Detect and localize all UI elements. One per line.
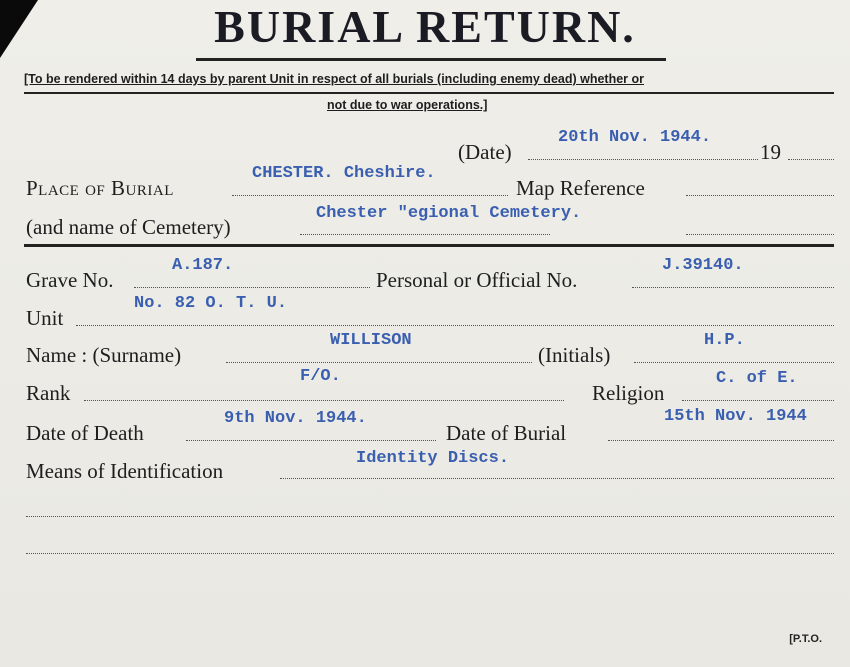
rank-value: F/O. bbox=[300, 367, 341, 386]
instruction-note-line1: [To be rendered within 14 days by parent Unit in respect of all burials (including enemy dead) whether or bbox=[24, 72, 645, 86]
date-of-burial-label: Date of Burial bbox=[446, 421, 567, 445]
title-underline bbox=[196, 58, 666, 61]
blank-line-2 bbox=[26, 553, 834, 554]
religion-value: C. of E. bbox=[716, 369, 798, 388]
date-dots bbox=[528, 159, 758, 160]
unit-dots bbox=[76, 325, 834, 326]
grave-no-value: A.187. bbox=[172, 256, 234, 275]
date-of-burial-value: 15th Nov. 1944 bbox=[664, 407, 807, 426]
surname-value: WILLISON bbox=[330, 331, 412, 350]
date-label: (Date) bbox=[458, 140, 512, 164]
form-title: BURIAL RETURN. bbox=[214, 1, 636, 52]
place-of-burial-dots bbox=[232, 195, 508, 196]
date-of-death-label: Date of Death bbox=[26, 421, 144, 445]
cemetery-label: (and name of Cemetery) bbox=[26, 215, 231, 239]
pto-note: [P.T.O. bbox=[789, 633, 822, 645]
surname-label: Name : (Surname) bbox=[26, 343, 182, 367]
initials-dots bbox=[634, 362, 834, 363]
instruction-note-line2: not due to war operations.] bbox=[327, 98, 488, 112]
place-of-burial-label: Place of Burial bbox=[26, 176, 174, 200]
section-rule bbox=[24, 244, 834, 247]
identification-value: Identity Discs. bbox=[356, 449, 510, 468]
blank-line-1 bbox=[26, 516, 834, 517]
map-reference-dots bbox=[686, 195, 834, 196]
date-year-suffix: 19 bbox=[760, 140, 781, 164]
unit-value: No. 82 O. T. U. bbox=[134, 294, 288, 313]
date-year-dots bbox=[788, 159, 834, 160]
cemetery-value: Chester "egional Cemetery. bbox=[316, 204, 582, 223]
date-of-burial-dots bbox=[608, 440, 834, 441]
note-rule bbox=[24, 92, 834, 94]
surname-dots bbox=[226, 362, 532, 363]
initials-label: (Initials) bbox=[538, 343, 611, 367]
personal-no-dots bbox=[632, 287, 834, 288]
initials-value: H.P. bbox=[704, 331, 745, 350]
identification-label: Means of Identification bbox=[26, 459, 224, 483]
rank-dots bbox=[84, 400, 564, 401]
religion-dots bbox=[682, 400, 834, 401]
personal-no-label: Personal or Official No. bbox=[376, 268, 578, 292]
map-reference-label: Map Reference bbox=[516, 176, 645, 200]
rank-label: Rank bbox=[26, 381, 71, 405]
date-of-death-value: 9th Nov. 1944. bbox=[224, 409, 367, 428]
grave-no-dots bbox=[134, 287, 370, 288]
date-value: 20th Nov. 1944. bbox=[558, 128, 712, 147]
unit-label: Unit bbox=[26, 306, 64, 330]
identification-dots bbox=[280, 478, 834, 479]
map-reference-dots-2 bbox=[686, 234, 834, 235]
cemetery-dots bbox=[300, 234, 550, 235]
religion-label: Religion bbox=[592, 381, 665, 405]
place-of-burial-value: CHESTER. Cheshire. bbox=[252, 164, 436, 183]
personal-no-value: J.39140. bbox=[662, 256, 744, 275]
grave-no-label: Grave No. bbox=[26, 268, 114, 292]
date-of-death-dots bbox=[186, 440, 436, 441]
